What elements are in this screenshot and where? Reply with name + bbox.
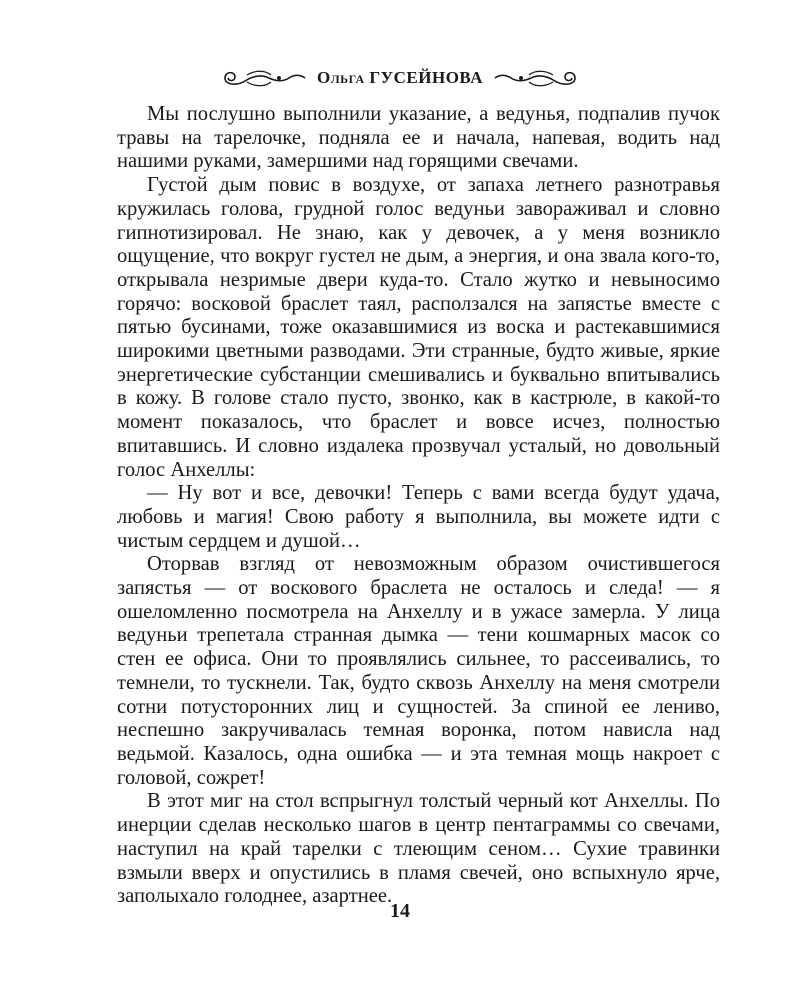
running-head xyxy=(0,62,800,94)
body-text xyxy=(117,103,720,909)
running-head-title: Ольга ГУСЕЙНОВА xyxy=(317,68,483,87)
page-number: 14 xyxy=(390,900,410,922)
paragraph-3-dialogue: — Ну вот и все, девочки! Теперь с вами всегда будут удача, любовь и магия! Свою работу я выполнила, вы можете идти с чистым сердцем и душой… xyxy=(117,482,720,552)
left-flourish-ornament xyxy=(217,65,307,91)
paragraph-4: Оторвав взгляд от невозможным образом очистившегося запястья — от воскового браслета не осталось и следа! — я ошеломленно посмотрела на Анхеллу и в ужасе замерла. У лица ведуньи трепетала странная дымка — тени кошмарных масок со стен ее офиса. Они то проявлялись сильнее, то рассеивались, то темнели, то тускнели. Так, будто сквозь Анхеллу на меня смотрели сотни потусторонних лиц и сущностей. За спиной ее лениво, неспешно закручивалась темная воронка, потом нависла над ведьмой. Казалось, одна ошибка — и эта темная мощь накроет с головой, сожрет! xyxy=(117,553,720,789)
right-flourish-ornament xyxy=(493,65,583,91)
paragraph-5: В этот миг на стол вспрыгнул толстый черный кот Анхеллы. По инерции сделав несколько шагов в центр пентаграммы со свечами, наступил на край тарелки с тлеющим сеном… Сухие травинки взмыли вверх и опустились в пламя свечей, оно вспыхнуло ярче, заполыхало голоднее, азартнее. xyxy=(117,790,720,908)
paragraph-2: Густой дым повис в воздухе, от запаха летнего разнотравья кружилась голова, грудной голос ведуньи завораживал и словно гипнотизировал. Не знаю, как у девочек, а у меня возникло ощущение, что вокруг густел не дым, а энергия, и она звала кого-то, открывала незримые двери куда-то. Стало жутко и невыносимо горячо: восковой браслет таял, расползался на запястье вместе с пятью бусинами, тоже оказавшимися из воска и растекавшимися широкими цветными разводами. Эти странные, будто живые, яркие энергетические субстанции смешивались и буквально впитывались в кожу. В голове стало пусто, звонко, как в кастрюле, в какой-то момент показалось, что браслет и вовсе исчез, полностью впитавшись. И словно издалека прозвучал усталый, но довольный голос Анхеллы: xyxy=(117,174,720,481)
paragraph-1: Мы послушно выполнили указание, а ведунья, подпалив пучок травы на тарелочке, подняла ее и начала, напевая, водить над нашими руками, замершими над горящими свечами. xyxy=(117,103,720,173)
